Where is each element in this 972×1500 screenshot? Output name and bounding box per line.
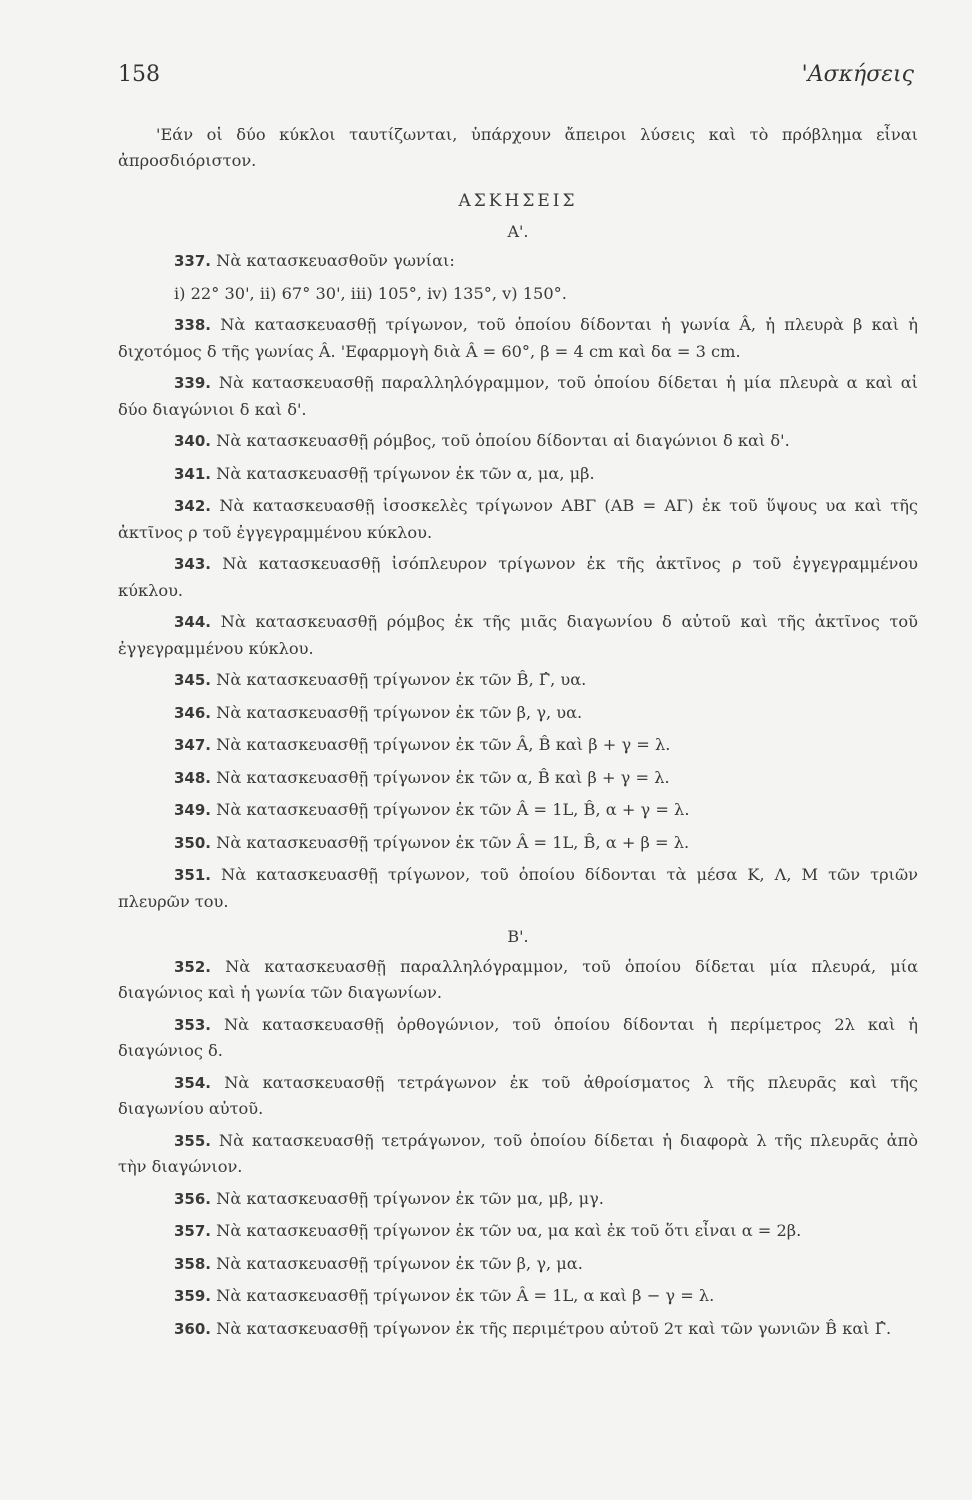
exercise-text: Νὰ κατασκευασθῇ παραλληλόγραμμον, τοῦ ὁποίου δίδεται μία πλευρά, μία διαγώνιος καὶ ἡ γωνία τῶν διαγωνίων.: [118, 956, 918, 1002]
exercise-text: Νὰ κατασκευασθῇ τρίγωνον ἐκ τῶν β, γ, υα.: [216, 702, 583, 722]
exercise-item: [118, 1186, 918, 1213]
exercise-item: [118, 1012, 918, 1064]
exercise-text: Νὰ κατασκευασθῇ ρόμβος, τοῦ ὁποίου δίδονται αἱ διαγώνιοι δ καὶ δ'.: [216, 431, 790, 450]
exercise-number: 359.: [174, 1287, 212, 1305]
intro-paragraph: 'Εάν οἱ δύο κύκλοι ταυτίζωνται, ὑπάρχουν ἄπειροι λύσεις καὶ τὸ πρόβλημα εἶναι ἀπροσδιόριστον.: [118, 125, 918, 170]
exercises-part-b: [118, 954, 918, 1343]
page-content: [118, 122, 918, 1342]
exercise-item: [118, 1070, 918, 1122]
exercise-text: Νὰ κατασκευασθῇ παραλληλόγραμμον, τοῦ ὁποίου δίδεται ἡ μία πλευρὰ α καὶ αἱ δύο διαγώνιοι δ καὶ δ'.: [118, 373, 918, 419]
exercise-number: 360.: [174, 1319, 212, 1338]
exercise-item: [118, 461, 918, 488]
exercise-item: [118, 493, 918, 545]
exercise-number: 345.: [174, 671, 212, 689]
exercise-item: [118, 862, 918, 914]
exercise-item: [118, 954, 918, 1006]
exercise-text: Νὰ κατασκευασθῇ τρίγωνον, τοῦ ὁποίου δίδονται τὰ μέσα Κ, Λ, Μ τῶν τριῶν πλευρῶν του.: [118, 865, 918, 911]
exercise-text: Νὰ κατασκευασθῇ τρίγωνον ἐκ τῶν Â = 1L, B̂, α + γ = λ.: [216, 800, 690, 819]
exercise-number: 338.: [174, 316, 212, 334]
exercise-number: 341.: [174, 464, 212, 483]
exercise-number: 344.: [174, 613, 212, 631]
part-b-heading: Β'.: [507, 927, 529, 946]
exercise-number: 355.: [174, 1131, 212, 1150]
exercise-text: Νὰ κατασκευασθῇ τρίγωνον ἐκ τῶν μα, μβ, μγ.: [216, 1188, 604, 1208]
exercise-text: Νὰ κατασκευασθῇ τρίγωνον ἐκ τῶν Â = 1L, B̂, α + β = λ.: [216, 832, 690, 852]
section-title: ΑΣΚΗΣΕΙΣ: [458, 191, 578, 211]
exercise-item: [118, 281, 918, 307]
exercise-item: [118, 1283, 918, 1310]
exercise-number: 337.: [174, 252, 212, 270]
exercise-number: 358.: [174, 1254, 212, 1273]
exercise-number: 348.: [174, 768, 212, 787]
part-a-heading: Α'.: [507, 221, 529, 241]
exercise-item: [118, 248, 918, 275]
exercise-text: Νὰ κατασκευασθῇ τρίγωνον ἐκ τῶν Â = 1L, α καὶ β − γ = λ.: [216, 1286, 715, 1305]
exercise-text: Νὰ κατασκευασθῇ ἰσοσκελὲς τρίγωνον ΑΒΓ (ΑΒ = ΑΓ) ἐκ τοῦ ὕψους υα καὶ τῆς ἀκτῖνος ρ τοῦ ἐγγεγραμμένου κύκλου.: [118, 496, 918, 542]
exercise-item: [118, 1128, 918, 1180]
exercise-text: Νὰ κατασκευασθῇ ρόμβος ἐκ τῆς μιᾶς διαγωνίου δ αὐτοῦ καὶ τῆς ἀκτῖνος τοῦ ἐγγεγραμμένου κύκλου.: [118, 612, 918, 658]
exercise-text: i) 22° 30', ii) 67° 30', iii) 105°, iv) 135°, v) 150°.: [174, 283, 567, 303]
exercise-text: Νὰ κατασκευασθῇ τρίγωνον ἐκ τῶν α, μα, μβ.: [216, 463, 595, 483]
exercise-item: [118, 1316, 918, 1343]
exercise-text: Νὰ κατασκευασθῇ ἰσόπλευρον τρίγωνον ἐκ τῆς ἀκτῖνος ρ τοῦ ἐγγεγραμμένου κύκλου.: [118, 554, 918, 600]
exercise-item: [118, 667, 918, 694]
exercise-item: [118, 428, 918, 455]
exercise-number: 356.: [174, 1189, 212, 1208]
exercise-text: Νὰ κατασκευασθῇ τρίγωνον ἐκ τῶν Â, B̂ καὶ β + γ = λ.: [216, 735, 671, 754]
exercise-text: Νὰ κατασκευασθῇ τρίγωνον ἐκ τῶν υα, μα καὶ ἐκ τοῦ ὅτι εἶναι α = 2β.: [216, 1221, 802, 1240]
exercise-number: 339.: [174, 374, 212, 392]
exercise-text: Νὰ κατασκευασθῇ τετράγωνον ἐκ τοῦ ἀθροίσματος λ τῆς πλευρᾶς καὶ τῆς διαγωνίου αὐτοῦ.: [118, 1072, 919, 1118]
exercise-text: Νὰ κατασκευασθῇ τρίγωνον ἐκ τῶν β, γ, μα.: [216, 1253, 583, 1273]
exercise-number: 352.: [174, 957, 212, 976]
exercise-item: [118, 797, 918, 824]
exercise-number: 346.: [174, 703, 212, 722]
exercise-number: 349.: [174, 801, 212, 819]
exercise-text: Νὰ κατασκευασθῇ τετράγωνον, τοῦ ὁποίου δίδεται ἡ διαφορὰ λ τῆς πλευρᾶς ἀπὸ τὴν διαγώνιον.: [118, 1130, 918, 1176]
exercise-number: 340.: [174, 432, 212, 450]
exercise-item: [118, 551, 918, 603]
exercise-number: 343.: [174, 555, 212, 573]
exercise-item: [118, 830, 918, 857]
exercise-number: 354.: [174, 1073, 212, 1092]
page-number: 158: [118, 62, 160, 87]
exercise-number: 350.: [174, 833, 212, 852]
exercise-number: 353.: [174, 1015, 212, 1034]
exercise-item: [118, 732, 918, 759]
exercise-text: Νὰ κατασκευασθῇ τρίγωνον ἐκ τῆς περιμέτρου αὐτοῦ 2τ καὶ τῶν γωνιῶν B̂ καὶ Γ̂.: [216, 1318, 892, 1338]
exercise-text: Νὰ κατασκευασθῇ τρίγωνον ἐκ τῶν B̂, Γ̂, υα.: [216, 670, 587, 689]
exercise-item: [118, 370, 918, 422]
exercise-item: [118, 1218, 918, 1245]
exercises-part-a: [118, 248, 918, 914]
exercise-number: 342.: [174, 497, 212, 515]
exercise-item: [118, 765, 918, 792]
page-header: [118, 62, 914, 92]
exercise-item: [118, 1251, 918, 1278]
exercise-text: Νὰ κατασκευασθοῦν γωνίαι:: [216, 251, 455, 270]
exercise-item: [118, 312, 918, 364]
exercise-text: Νὰ κατασκευασθῇ τρίγωνον ἐκ τῶν α, B̂ καὶ β + γ = λ.: [216, 767, 670, 787]
exercise-text: Νὰ κατασκευασθῇ τρίγωνον, τοῦ ὁποίου δίδονται ἡ γωνία Â, ἡ πλευρὰ β καὶ ἡ διχοτόμος δ τῆς γωνίας Â. 'Εφαρμογὴ διὰ Â = 60°, β = 4 cm καὶ δα = 3 cm.: [118, 315, 918, 361]
exercise-text: Νὰ κατασκευασθῇ ὀρθογώνιον, τοῦ ὁποίου δίδονται ἡ περίμετρος 2λ καὶ ἡ διαγώνιος δ.: [118, 1014, 918, 1060]
running-head: 'Ασκήσεις: [801, 62, 914, 87]
exercise-item: [118, 609, 918, 661]
exercise-number: 347.: [174, 736, 212, 754]
exercise-number: 357.: [174, 1222, 212, 1240]
exercise-number: 351.: [174, 866, 212, 884]
exercise-item: [118, 700, 918, 727]
